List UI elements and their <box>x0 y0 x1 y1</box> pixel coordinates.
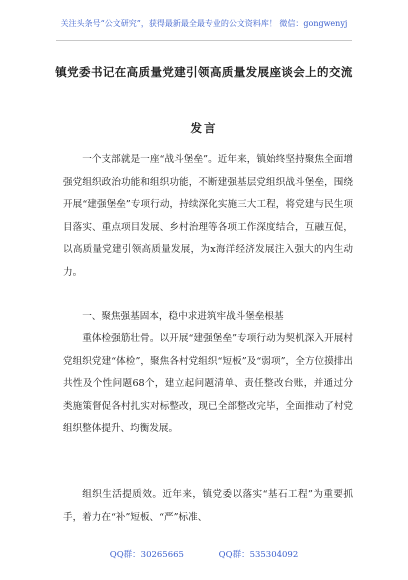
document-title: 镇党委书记在高质量党建引领高质量发展座谈会上的交流 <box>55 65 353 79</box>
footer-contact <box>0 549 408 561</box>
footer-qq-group-2: QQ群：535304092 <box>218 550 299 560</box>
paragraph-checkup: 重体检强筋壮骨。以开展“建强堡垒”专项行动为契机深入开展村党组织党建“体检”，聚焦各村党组织“短板”及“弱项”，全方位摸排出共性及个性问题68个，建立起问题清单、责任整改台账，并通过分类施策督促各村扎实对标整改，现已全部整改完毕，全面推动了村党组织整体提升、均衡发展。 <box>63 333 353 434</box>
header-banner: 关注头条号“公文研究”，获得最新最全最专业的公文资料库！ 微信：gongwenyj <box>60 19 348 28</box>
document-title-continued: 发言 <box>190 121 218 135</box>
footer-qq-group-1: QQ群：30265665 <box>109 550 184 560</box>
header-divider <box>56 40 352 41</box>
section-heading-1: 一、聚焦强基固本，稳中求进筑牢战斗堡垒根基 <box>82 311 284 322</box>
paragraph-organization-life: 组织生活提质效。近年来，镇党委以落实“基石工程”为重要抓手，着力在“补”短板、“严”标准、 <box>63 489 353 523</box>
paragraph-intro: 一个支部就是一座“战斗堡垒”。近年来，镇始终坚持聚焦全面增强党组织政治功能和组织功能，不断建强基层党组织战斗堡垒，围绕开展“建强堡垒”专项行动，持续深化实施三大工程，将党建与民生项目落实、重点项目发展、乡村治理等各项工作深度结合，互融互促，以高质量党建引领高质量发展，为x海洋经济发展注入强大的内生动力。 <box>63 154 353 278</box>
